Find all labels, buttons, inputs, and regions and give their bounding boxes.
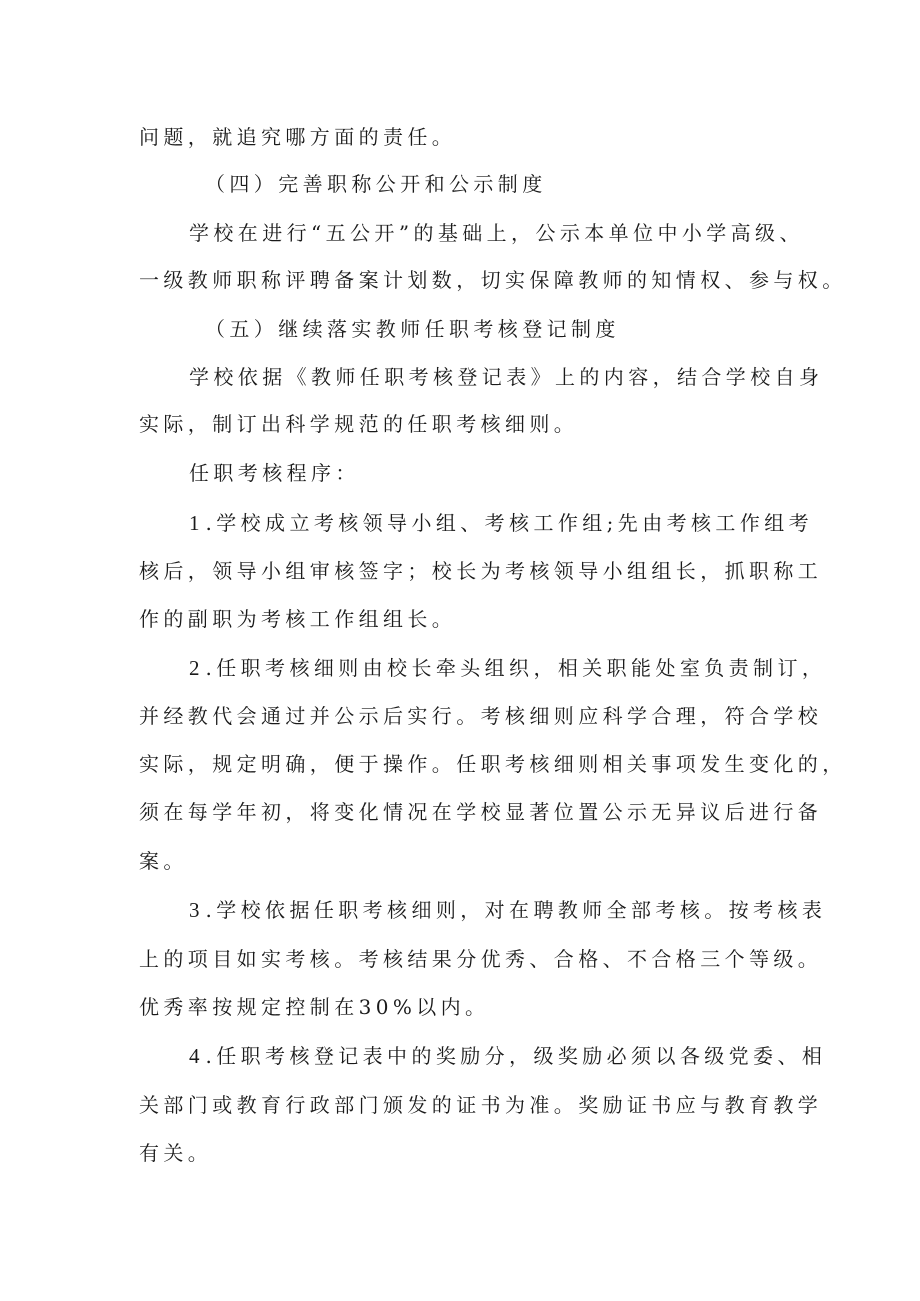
numbered-paragraph-line [189,511,813,535]
line-text: .任职考核细则由校长牵头组织，相关职能处室负责制订， [205,656,827,680]
line-text: 上的项目如实考核。考核结果分优秀、合格、不合格三个等级。 [139,947,823,971]
paragraph-line [205,172,547,196]
numbered-paragraph-line [189,898,826,922]
line-text: 任职考核程序： [189,461,360,485]
line-text: 学校在进行“五公开”的基础上，公示本单位中小学高级、 [189,221,804,245]
paragraph-line [189,461,360,485]
line-text: 须在每学年初，将变化情况在学校显著位置公示无异议后进行备 [139,800,823,824]
list-number: 3 [189,898,200,922]
line-text: .学校依据任职考核细则，对在聘教师全部考核。按考核表 [205,898,827,922]
line-text: 关部门或教育行政部门颁发的证书为准。奖励证书应与教育教学 [139,1093,823,1117]
line-text: 并经教代会通过并公示后实行。考核细则应科学合理，符合学校 [139,704,823,728]
paragraph-line [139,559,822,583]
paragraph-line [139,125,456,149]
line-text: （四）完善职称公开和公示制度 [205,172,547,196]
paragraph-line [139,995,489,1019]
line-text: .学校成立考核领导小组、考核工作组;先由考核工作组考 [205,511,813,535]
paragraph-line [139,268,847,292]
list-number: 2 [189,656,200,680]
line-text: 实际，制订出科学规范的任职考核细则。 [139,412,579,436]
numbered-paragraph-line [189,656,826,680]
line-text: 问题，就追究哪方面的责任。 [139,125,457,149]
list-number: 1 [189,511,200,535]
paragraph-line [139,1141,212,1165]
paragraph-line [139,947,822,971]
paragraph-line [205,317,620,341]
paragraph-line [139,752,847,776]
paragraph-line [189,221,804,245]
paragraph-line [139,704,822,728]
numbered-paragraph-line [189,1044,826,1068]
paragraph-line [139,607,456,631]
paragraph-line [139,849,188,873]
line-text: 核后，领导小组审核签字；校长为考核领导小组组长，抓职称工 [139,559,823,583]
line-text: 一级教师职称评聘备案计划数，切实保障教师的知情权、参与权。 [139,268,847,292]
line-text: 作的副职为考核工作组组长。 [139,607,457,631]
line-text: （五）继续落实教师任职考核登记制度 [205,317,620,341]
line-text: .任职考核登记表中的奖励分，级奖励必须以各级党委、相 [205,1044,827,1068]
line-text: 有关。 [139,1141,213,1165]
list-number: 4 [189,1044,200,1068]
line-text: 学校依据《教师任职考核登记表》上的内容，结合学校自身 [189,365,824,389]
line-text: 实际，规定明确，便于操作。任职考核细则相关事项发生变化的， [139,752,847,776]
paragraph-line [139,412,578,436]
line-text: 优秀率按规定控制在30%以内。 [139,995,490,1019]
paragraph-line [139,1093,822,1117]
paragraph-line [139,800,822,824]
line-text: 案。 [139,849,188,873]
paragraph-line [189,365,823,389]
